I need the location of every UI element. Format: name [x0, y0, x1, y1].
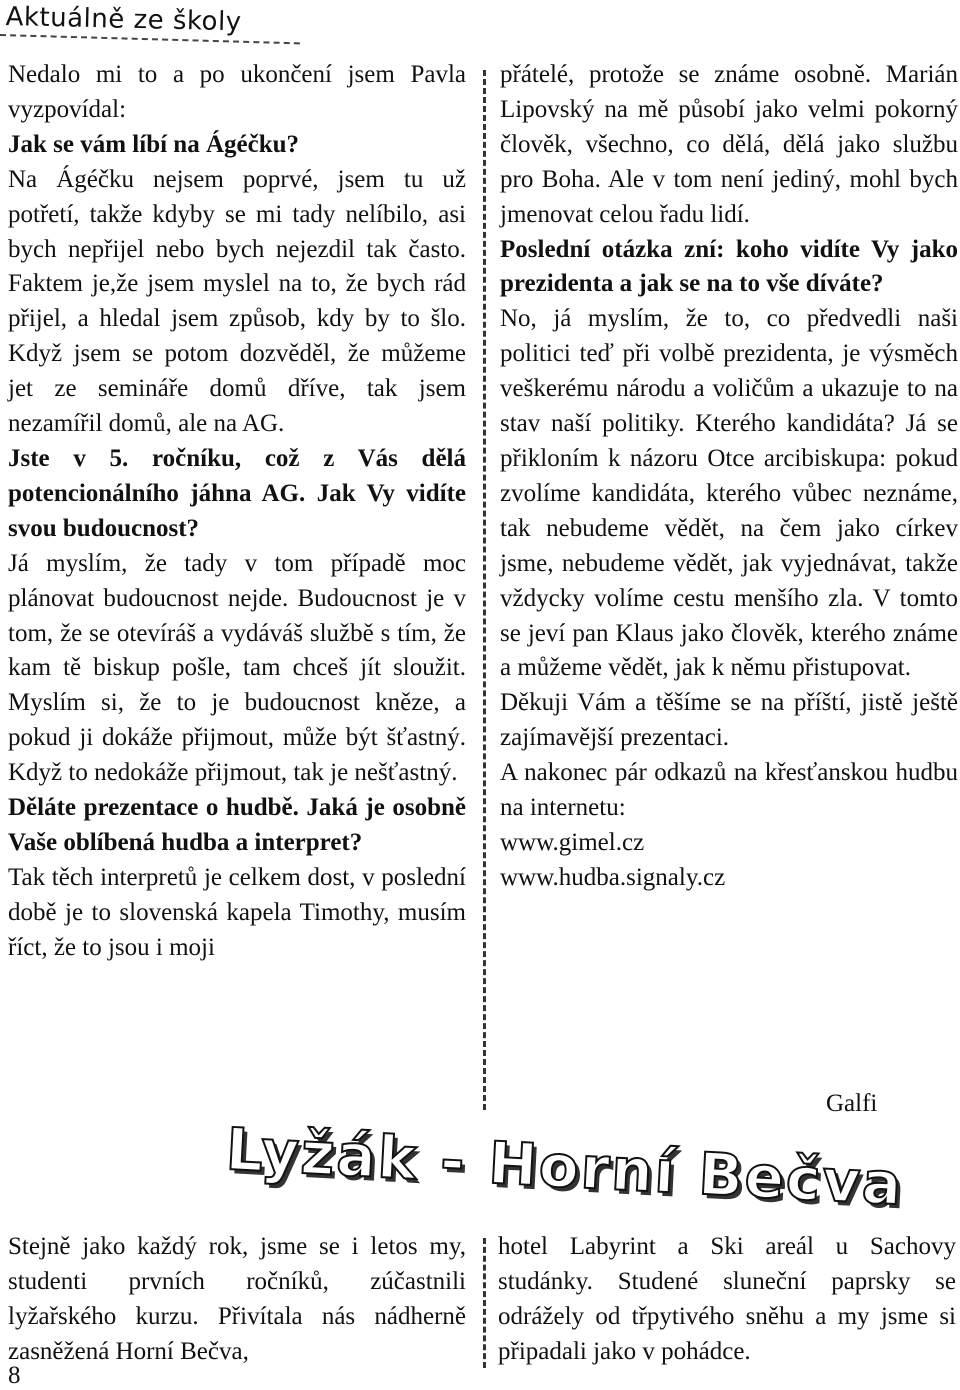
- column-divider: [483, 70, 486, 1110]
- paragraph: A nakonec pár odkazů na křesťanskou hudbu na internetu:: [500, 759, 958, 822]
- paragraph: Stejně jako každý rok, jsme se i letos my, studenti prvních ročníků, zúčastnili lyžařského kurzu. Přivítala nás nádherně zasněžená Horní Bečva,: [8, 1233, 466, 1365]
- paragraph: Děkuji Vám a těšíme se na příští, jistě ještě zajímavější prezentaci.: [500, 689, 958, 752]
- page-number: 8: [8, 1362, 21, 1389]
- paragraph: hotel Labyrint a Ski areál u Sachovy studánky. Studené sluneční paprsky se odrážely od třpytivého sněhu a my jsme si připadali jako v pohádce.: [498, 1233, 956, 1365]
- column-divider: [483, 1238, 486, 1368]
- second-article-left-column: [8, 1230, 466, 1370]
- article-left-column: [8, 58, 466, 966]
- link-hudba-signaly: www.hudba.signaly.cz: [500, 863, 726, 891]
- section-header: Aktuálně ze školy: [5, 2, 242, 38]
- author-signature: Galfi: [826, 1090, 878, 1117]
- interview-question: Poslední otázka zní: koho vidíte Vy jako prezidenta a jak se na to vše díváte?: [500, 235, 958, 298]
- second-article-right-column: [498, 1230, 956, 1370]
- paragraph: No, já myslím, že to, co předvedli naši politici teď při volbě prezidenta, je výsměch veškerému národu a voličům a ukazuje to na stav naší politiky. Kterého kandidáta? Já se přikloním k názoru Otce arcibiskupa: pokud zvolíme kandidáta, kterého vůbec neznáme, tak nebudeme vědět, na čem jako církev jsme, nebudeme vědět, jak vyjednávat, takže vždycky volíme cestu menšího zla. V tomto se jeví pan Klaus jako člověk, kterého známe a můžeme vědět, jak k němu přistupovat.: [500, 305, 958, 682]
- paragraph: Já myslím, že tady v tom případě moc plánovat budoucnost nejde. Budoucnost je v tom, že se otevíráš a vydáváš službě s tím, že kam tě biskup pošle, tam chceš jít sloužit. Myslím si, že to je budoucnost kněze, a pokud ji dokáže přijmout, může být šťastný. Když to nedokáže přijmout, tak je nešťastný.: [8, 549, 466, 787]
- interview-question: Děláte prezentace o hudbě. Jaká je osobně Vaše oblíbená hudba a interpret?: [8, 794, 466, 856]
- paragraph: přátelé, protože se známe osobně. Marián Lipovský na mě působí jako velmi pokorný člověk, všechno, co dělá, dělá jako službu pro Boha. Ale v tom není jediný, mohl bych jmenovat celou řadu lidí.: [500, 61, 958, 228]
- paragraph: Nedalo mi to a po ukončení jsem Pavla vyzpovídal:: [8, 61, 466, 123]
- header-dashed-rule: [0, 34, 300, 44]
- article-headline: Lyžák - Horní Bečva: [224, 1115, 906, 1219]
- link-gimel: www.gimel.cz: [500, 828, 645, 856]
- paragraph: Na Ágéčku nejsem poprvé, jsem tu už potřetí, takže kdyby se mi tady nelíbilo, asi bych nepřijel nebo bych nejezdil tak často. Faktem je,že jsem myslel na to, že bych rád přijel, a hledal jsem způsob, kdy by to šlo. Když jsem se potom dozvěděl, že můžeme jet ze semináře domů dříve, tak jsem nezamířil domů, ale na AG.: [8, 165, 466, 438]
- paragraph: Tak těch interpretů je celkem dost, v poslední době je to slovenská kapela Timothy, musím říct, že to jsou i moji: [8, 863, 466, 961]
- interview-question: Jste v 5. ročníku, což z Vás dělá potencionálního jáhna AG. Jak Vy vidíte svou budoucnost?: [8, 444, 466, 542]
- interview-question: Jak se vám líbí na Ágéčku?: [8, 130, 300, 158]
- article-right-column: [500, 58, 958, 896]
